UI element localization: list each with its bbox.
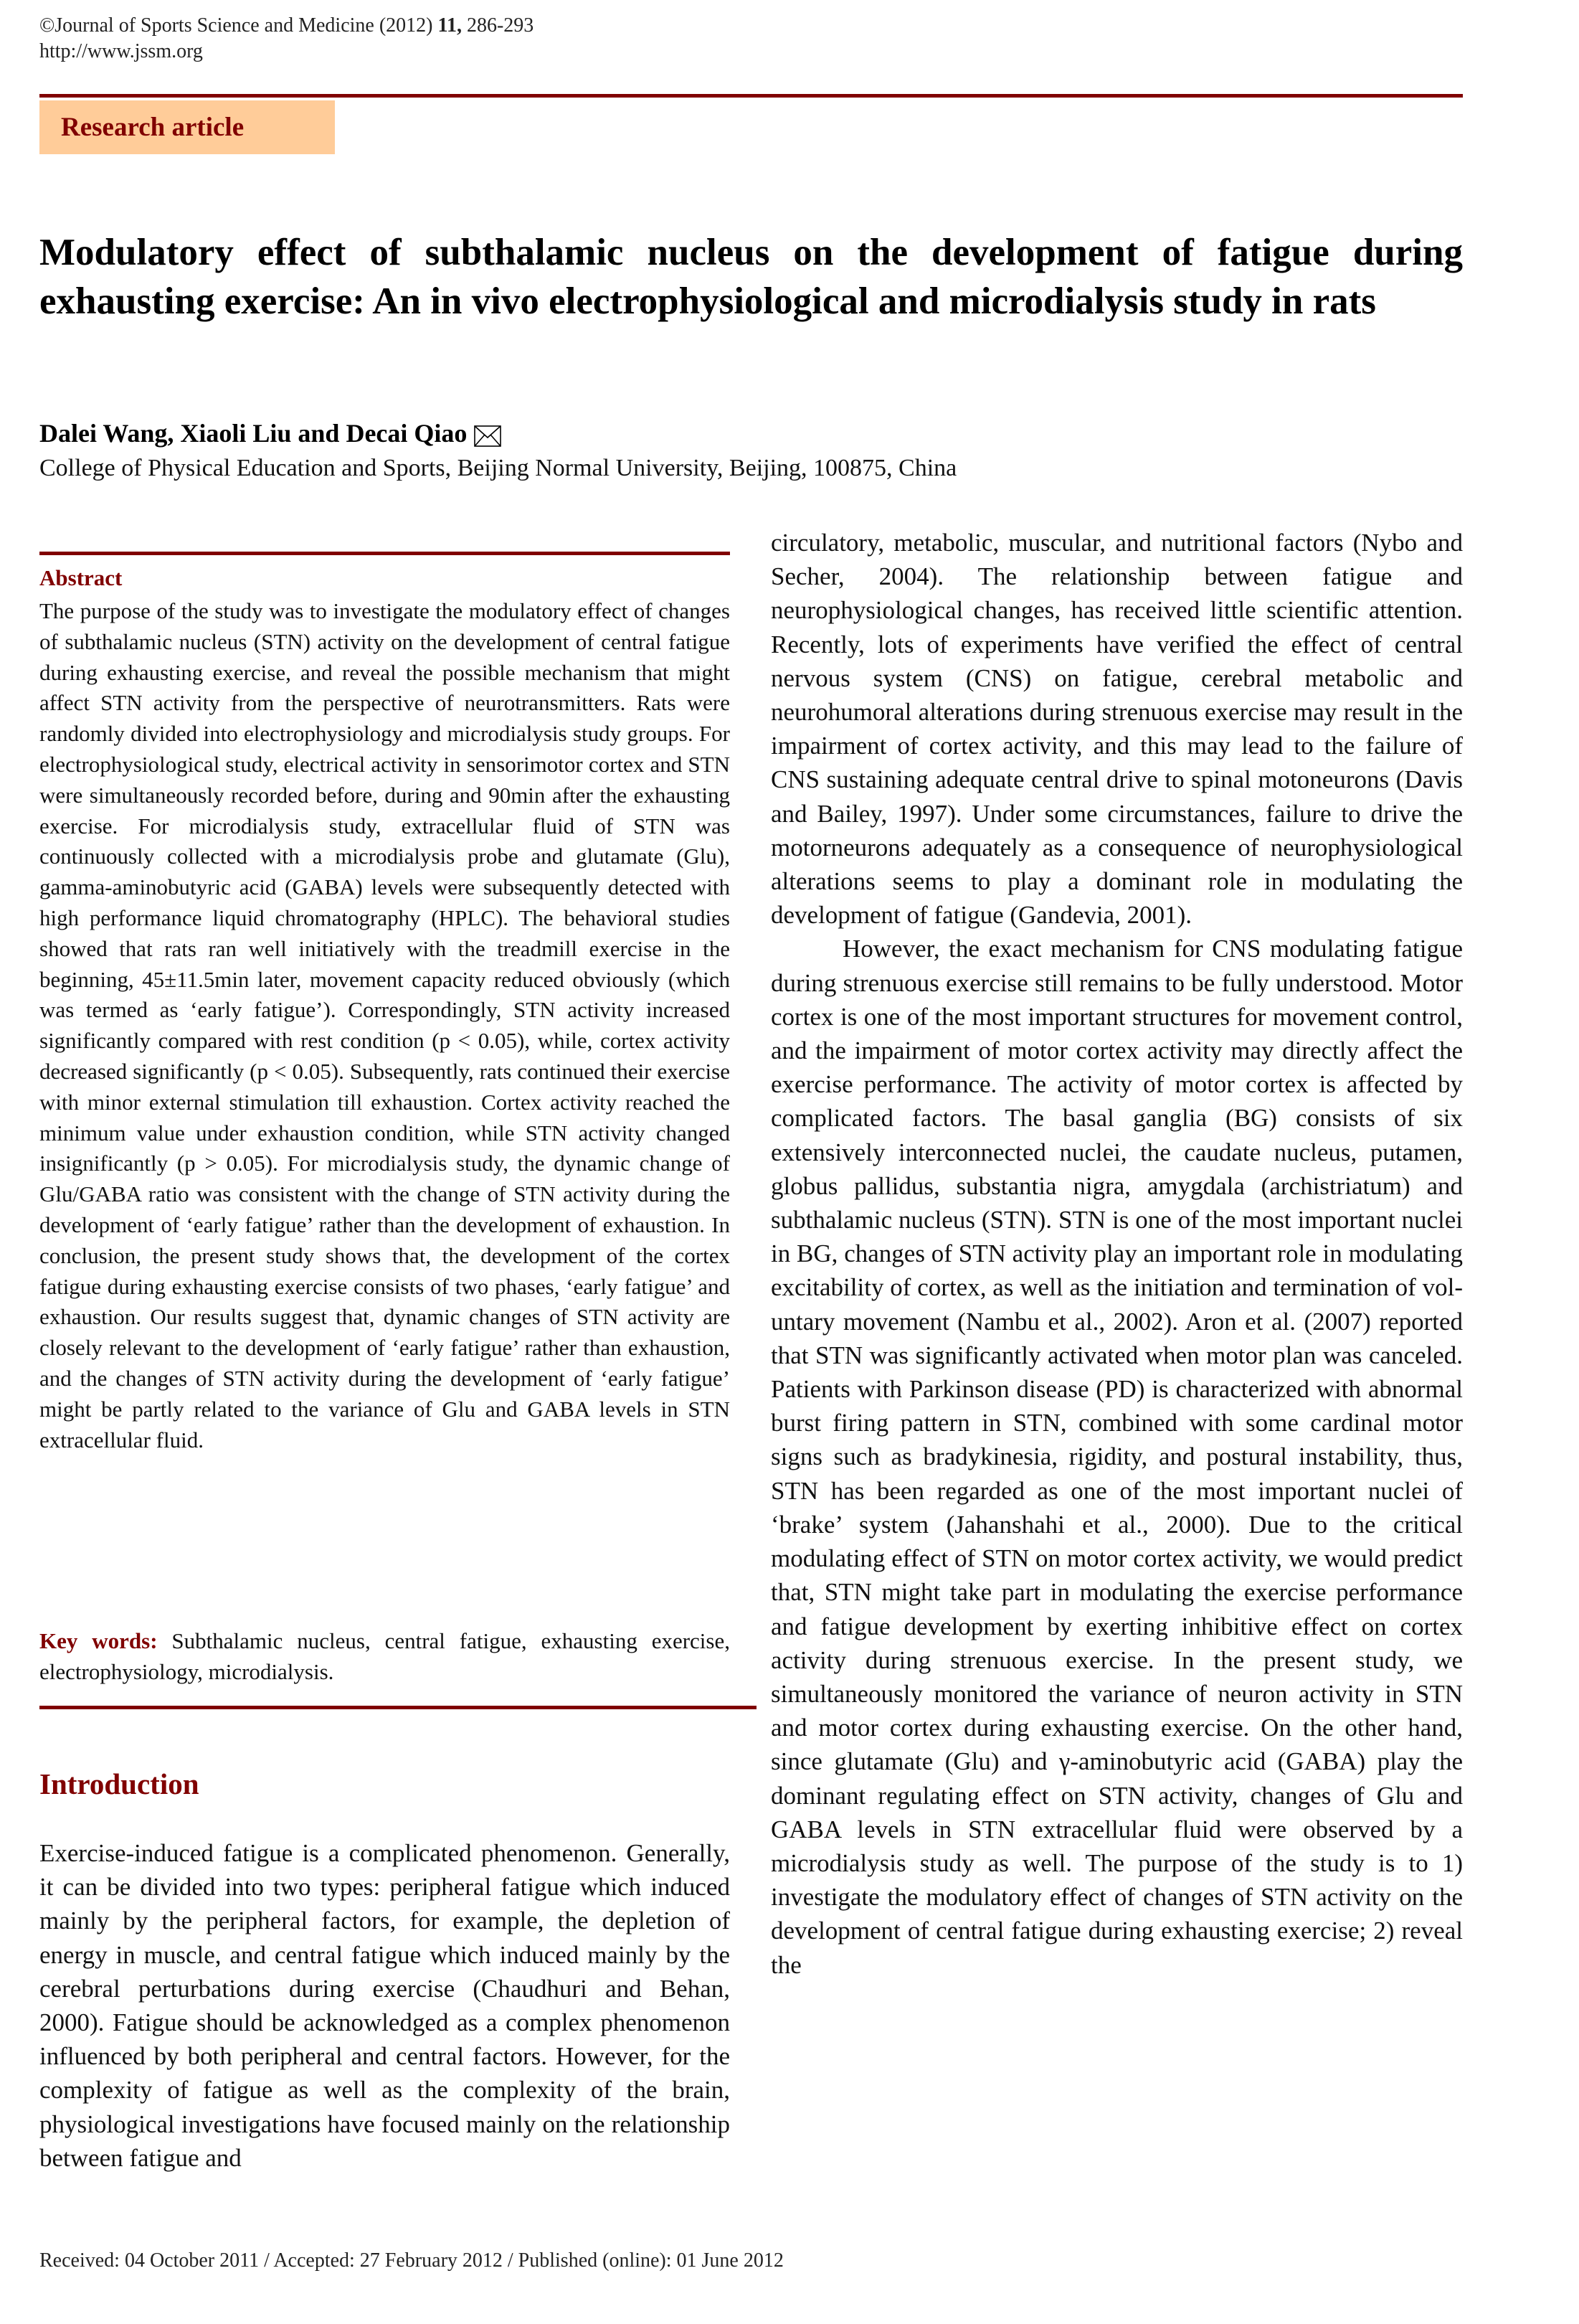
envelope-icon[interactable] xyxy=(474,422,501,444)
header-divider xyxy=(39,94,1463,98)
authors: Dalei Wang, Xiaoli Liu and Decai Qiao xyxy=(39,419,468,448)
journal-name: ©Journal of Sports Science and Medicine (2012) xyxy=(39,14,438,37)
keywords-label: Key words: xyxy=(39,1628,158,1653)
introduction-left-column xyxy=(39,1836,730,2175)
article-type-label: Research article xyxy=(61,113,245,142)
author-list xyxy=(39,417,501,449)
abstract-text: The purpose of the study was to investigate the modulatory effect of changes of subthalamic nucleus (STN) activity on the development of central fatigue during exhausting exercise, and reveal the possible mechanism that might affect STN activity from the perspective of neurotransmitters. Rats were randomly divided into electrophysiology and microdialysis study groups. For electrophysiological study, electrical activity in sensorimotor cortex and STN were simultaneously recorded before, during and 90min after the exhausting exercise. For microdialysis study, extracellular fluid of STN was continuously collected with a microdialysis probe and glutamate (Glu), gamma-aminobutyric acid (GABA) levels were subsequently detected with high performance liquid chromatography (HPLC). The behavioral studies showed that rats ran well initiatively with the treadmill exercise in the beginning, 45±11.5min later, movement capacity reduced obviously (which was termed as ‘early fatigue’). Correspondingly, STN activity increased significantly compared with rest condition (p < 0.05), while, cortex activity decreased significantly (p < 0.05). Subsequently, rats continued their exercise with minor external stimulation till exhaustion. Cortex activity reached the minimum value under exhaustion condition, while STN activity changed insignificantly (p > 0.05). For microdialysis study, the dynamic change of Glu/GABA ratio was consistent with the change of STN activity during the development of ‘early fatigue’ rather than the development of exhaustion. In conclusion, the present study shows that, the development of the cortex fatigue during exhausting exercise consists of two phases, ‘early fatigue’ and exhaustion. Our results suggest that, dynamic changes of STN activity are closely relevant to the development of ‘early fatigue’ rather than exhaustion, and the changes of STN activity during the development of ‘early fatigue’ might be partly related to the variance of Glu and GABA levels in STN extracellular fluid. xyxy=(39,598,730,1452)
introduction-divider xyxy=(39,1706,757,1709)
publication-dates: Received: 04 October 2011 / Accepted: 27 February 2012 / Published (online): 01 June 2012 xyxy=(39,2249,784,2272)
article-title: Modulatory effect of subthalamic nucleus on the development of fatigue during exhausting exercise: An in vivo electrophysiological and microdialysis study in rats xyxy=(39,232,1463,322)
affiliation: College of Physical Education and Sports, Beijing Normal University, Beijing, 100875, China xyxy=(39,455,957,481)
introduction-right-column xyxy=(771,526,1463,1982)
introduction-paragraph: However, the exact mechanism for CNS modulating fatigue during strenuous exercise still remains to be fully understood. Motor cortex is one of the most important structures for movement control, and the impairment of motor cortex activity may directly affect the exercise performance. The activity of motor cortex is affected by complicated factors. The basal ganglia (BG) consists of six extensively interconnected nuclei, the caudate nucleus, putamen, globus pallidus, substantia nigra, amygdala (archistriatum) and subthalamic nucleus (STN). STN is one of the most important nuclei in BG, changes of STN activity play an important role in modulating excitability of cortex, as well as the initiation and termination of voluntary movement (Nambu et al., 2002). Aron et al. (2007) reported that STN was significantly activated when motor plan was canceled. Patients with Parkinson disease (PD) is characterized with abnormal burst firing pattern in STN, combined with some cardinal motor signs such as bradykinesia, rigidity, and postural instability, thus, STN has been regarded as one of the most important nuclei of ‘brake’ system (Jahanshahi et al., 2000). Due to the critical modulating effect of STN on motor cortex activity, we would predict that, STN might take part in modulating the exercise performance and fatigue development by exerting inhibitive effect on cortex activity during strenuous exercise. In the present study, we simultaneously monitored the variance of neuron activity in STN and motor cortex during exhausting exercise. On the other hand, since glutamate (Glu) and γ-aminobutyric acid (GABA) play the dominant regulating effect on STN activity, changes of Glu and GABA levels in STN extracellular fluid were observed by a microdialysis study as well. The purpose of the study is to 1) investigate the modulatory effect of changes of STN activity on the development of central fatigue during exhausting exercise; 2) reveal the xyxy=(771,935,1463,1979)
keywords xyxy=(39,1626,730,1688)
abstract-divider xyxy=(39,552,730,555)
abstract-heading: Abstract xyxy=(39,565,123,590)
article-type-badge xyxy=(39,100,335,154)
introduction-heading: Introduction xyxy=(39,1767,199,1800)
journal-url[interactable]: http://www.jssm.org xyxy=(39,40,203,62)
journal-volume: 11, xyxy=(437,14,462,37)
journal-pages: 286-293 xyxy=(461,14,534,37)
introduction-paragraph: circulatory, metabolic, muscular, and nutritional factors (Nybo and Secher, 2004). The relationship between fatigue and neurophysiological changes, has received little scientific attention. Recently, lots of experiments have verified the effect of central nervous system (CNS) on fatigue, cerebral metabolic and neurohumoral alterations during strenuous exercise may result in the impairment of cortex activity, and this may lead to the failure of CNS sustaining adequate central drive to spinal motoneurons (Davis and Bailey, 1997). Under some circumstances, failure to drive the motorneurons adequately as a consequence of neurophysiological alterations seems to play a dominant role in modulating the development of fatigue (Gandevia, 2001). xyxy=(771,529,1463,930)
introduction-paragraph: Exercise-induced fatigue is a complicated phenomenon. Generally, it can be divided into two types: peripheral fatigue which induced mainly by the peripheral factors, for example, the depletion of energy in muscle, and central fatigue which induced mainly by the cerebral perturbations during exercise (Chaudhuri and Behan, 2000). Fatigue should be acknowledged as a complex phenomenon influenced by both peripheral and central factors. However, for the complexity of fatigue as well as the complexity of the brain, physiological investigations have focused mainly on the relationship between fatigue and xyxy=(39,1839,730,2172)
keywords-text: Subthalamic nucleus, central fatigue, exhausting exercise, electrophysiology, microdialysis. xyxy=(39,1628,730,1684)
journal-citation xyxy=(39,13,534,39)
